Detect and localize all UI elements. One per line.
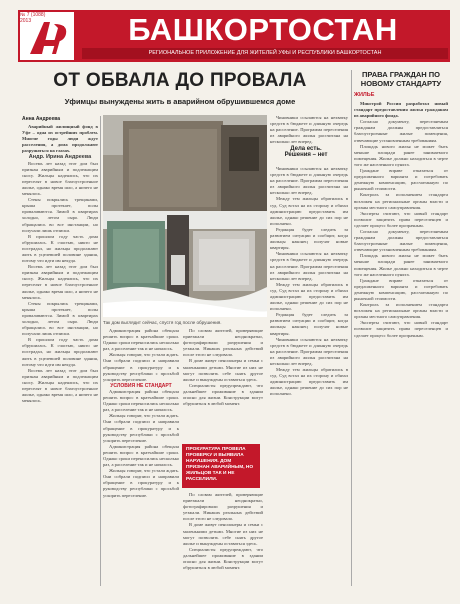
column-divider [100, 116, 101, 586]
paragraph: Площадь нового жилья не может быть меньше площади ранее занимаемого помещения. Жилье должно находиться в черте того же населенного пункта. [354, 143, 448, 167]
article-lead: Аварийный жилищный фонд в Уфе – одна из острейших проблем. Многие годы люди ждут расселения, а дома продолжают разрушаться на глазах. [22, 124, 98, 154]
column-divider [351, 70, 352, 586]
article-column-2 [103, 328, 179, 586]
article-photo [103, 115, 267, 317]
paragraph: Администрация района обещала решить вопрос в кратчайшие сроки. Однако сроки переносились несколько раз, а расселение так и не началось. [103, 388, 179, 413]
paragraph: Контроль за исполнением стандарта возложен на региональные органы власти и органы местного самоуправления. [354, 192, 448, 210]
paragraph: Между тем жильцы обратились в суд. Суд встал на их сторону и обязал администрацию предоставить им жилье, однако решение до сих пор не исполнено. [270, 281, 348, 312]
article-column-3b [183, 492, 263, 586]
issue-year: 2013 [20, 18, 32, 24]
paragraph: В доме живут пенсионеры и семьи с маленькими детьми. Многие из них не могут позволить себе снять другое жилье и вынуждены оставаться здесь. [183, 358, 263, 382]
article-column-3 [183, 328, 263, 440]
paragraph: Восемь лет назад этот дом был признан аварийным и подлежащим сносу. Жильцы надеялись, что их переселят в новое благоустроенное жилье, однако время шло, а ничего не менялось. [22, 160, 98, 197]
paragraph: Между тем жильцы обратились в суд. Суд встал на их сторону и обязал администрацию предоставить им жилье, однако решение до сих пор не исполнено. [270, 367, 348, 397]
paragraph: Между тем жильцы обратились в суд. Суд встал на их сторону и обязал администрацию предоставить им жилье, однако решение до сих пор не исполнено. [270, 196, 348, 226]
paragraph: Жильцы говорят, что устали ждать. Они собрали подписи и направили обращение в прокуратуру и к руководству республики с просьбой ускорить переселение. [103, 468, 179, 498]
article-subhead: Уфимцы вынуждены жить в аварийном обрушившемся доме [64, 97, 296, 106]
photo-caption: Так дом выглядит сейчас, спустя год после обрушения. [103, 320, 222, 325]
issue-number: № 7 (1088) [20, 12, 46, 18]
paragraph: Эксперты считают, что новый стандарт позволит защитить права переселенцев и сделает процесс более прозрачным. [354, 320, 448, 338]
paragraph: Чиновники ссылаются на нехватку средств в бюджете и длинную очередь на расселение. Программа переселения из аварийного жилья рассчитана на несколько лет вперед. [270, 166, 348, 196]
issue-info [20, 12, 50, 24]
masthead-title: БАШКОРТОСТАН [128, 12, 398, 47]
article-column-4-top [270, 115, 348, 145]
paragraph: Согласно документу, переселяемым гражданам должны предоставляться благоустроенные жилые помещения, отвечающие установленным требованиям. [354, 228, 448, 253]
sidebar-body [354, 101, 448, 571]
paragraph: Жильцы говорят, что устали ждать. Они собрали подписи и направили обращение в прокуратуру и к руководству республики с просьбой ускорить переселение. [103, 352, 179, 382]
article-headline: ОТ ОБВАЛА ДО ПРОВАЛА [53, 70, 307, 91]
pull-quote: ПРОКУРАТУРА ПРОВЕЛА ПРОВЕРКУ И ВЫЯВИЛА НАРУШЕНИЯ. ДОМ ПРИЗНАН АВАРИЙНЫМ, НО ЖИЛЬЦОВ ТАК И НЕ РАССЕЛИЛИ. [182, 444, 260, 488]
paragraph: Жильцы говорят, что устали ждать. Они собрали подписи и направили обращение в прокуратуру и к руководству республики с просьбой ускорить переселение. [103, 413, 179, 443]
masthead [18, 10, 450, 62]
paragraph: Граждане вправе отказаться от предложенного варианта и потребовать денежную компенсацию, рассчитанную по рыночной стоимости. [354, 168, 448, 192]
paragraph: Восемь лет назад этот дом был признан аварийным и подлежащим сносу. Жильцы надеялись, что их переселят в новое благоустроенное жилье, однако время шло, а ничего не менялось. [22, 264, 98, 300]
sidebar-lead: Минстрой России разработал новый стандарт предоставления жилья гражданам из аварийного фонда. [354, 101, 448, 119]
paragraph: Граждане вправе отказаться от предложенного варианта и потребовать денежную компенсацию, рассчитанную по рыночной стоимости. [354, 277, 448, 301]
article-column-1 [22, 124, 98, 586]
mid-quote-subtitle: Решения – нет [284, 152, 328, 158]
collapsed-house-image [103, 115, 267, 317]
paragraph: В прошлом году часть дома обрушилась. К счастью, никто не пострадал, но жильцы продолжают жить в уцелевшей половине здания, потому что идти им некуда. [22, 337, 98, 367]
mid-quote-title: Дела есть. [290, 146, 322, 152]
paragraph: Чиновники ссылаются на нехватку средств в бюджете и длинную очередь на расселение. Программа переселения из аварийного жилья рассчитана на несколько лет вперед. [270, 251, 348, 281]
sidebar-tag: ЖИЛЬЕ [354, 92, 375, 98]
paragraph: В прошлом году часть дома обрушилась. К счастью, никто не пострадал, но жильцы продолжают жить в уцелевшей половине здания, потому что идти им некуда. [22, 233, 98, 264]
article-byline: Анна Андреева [22, 116, 61, 122]
section-head: УСЛОВИЯ НЕ СТАНДАРТ [110, 382, 172, 389]
paragraph: Редакция будет следить за развитием ситуации и сообщит, когда жильцы наконец получат новые квартиры. [270, 312, 348, 336]
paragraph: Чиновники ссылаются на нехватку средств в бюджете и длинную очередь на расселение. Программа переселения из аварийного жилья рассчитана на несколько лет вперед. [270, 115, 348, 145]
sidebar-title: ПРАВА ГРАЖДАН ПО НОВОМУ СТАНДАРТУ [360, 70, 442, 88]
paragraph: Площадь нового жилья не может быть меньше площади ранее занимаемого помещения. Жилье должно находиться в черте того же населенного пункта. [354, 253, 448, 277]
author-quote: Андр. Ирина Андреева [28, 154, 92, 161]
paragraph: Восемь лет назад этот дом был признан аварийным и подлежащим сносу. Жильцы надеялись, что их переселят в новое благоустроенное жилье, однако время шло, а ничего не менялось. [22, 367, 98, 404]
paragraph: Стены покрылись трещинами, крыша протекает, полы проваливаются. Зимой в квартирах холодно, летом сыро. Люди обращались во все инстанции, но получали лишь отписки. [22, 197, 98, 233]
paragraph: В доме живут пенсионеры и семьи с маленькими детьми. Многие из них не могут позволить себе снять другое жилье и вынуждены оставаться здесь. [183, 522, 263, 546]
paragraph: По словам жителей, проверяющие приезжали неоднократно, фотографировали разрушения и уезжали. Никаких реальных действий после этого не следовало. [183, 492, 263, 522]
paragraph: Чиновники ссылаются на нехватку средств в бюджете и длинную очередь на расселение. Программа переселения из аварийного жилья рассчитана на несколько лет вперед. [270, 336, 348, 366]
paragraph: Администрация района обещала решить вопрос в кратчайшие сроки. Однако сроки переносились несколько раз, а расселение так и не началось. [103, 328, 179, 352]
paragraph: Редакция будет следить за развитием ситуации и сообщит, когда жильцы наконец получат новые квартиры. [270, 226, 348, 251]
paragraph: По словам жителей, проверяющие приезжали неоднократно, фотографировали разрушения и уезжали. Никаких реальных действий после этого не следовало. [183, 328, 263, 358]
paragraph: Специалисты предупреждают, что дальнейшее проживание в здании опасно для жизни. Конструкции могут обрушиться в любой момент. [183, 382, 263, 407]
sidebar [354, 70, 448, 571]
article-column-4 [270, 166, 348, 586]
paragraph: Эксперты считают, что новый стандарт позволит защитить права переселенцев и сделает процесс более прозрачным. [354, 210, 448, 228]
paragraph: Согласно документу, переселяемым гражданам должны предоставляться благоустроенные жилые помещения, отвечающие установленным требованиям. [354, 119, 448, 143]
paragraph: Контроль за исполнением стандарта возложен на региональные органы власти и органы местного самоуправления. [354, 302, 448, 320]
masthead-subtitle: РЕГИОНАЛЬНОЕ ПРИЛОЖЕНИЕ ДЛЯ ЖИТЕЛЕЙ УФЫ И РЕСПУБЛИКИ БАШКОРТОСТАН [82, 48, 448, 59]
paragraph: Администрация района обещала решить вопрос в кратчайшие сроки. Однако сроки переносились несколько раз, а расселение так и не началось. [103, 443, 179, 468]
paragraph: Стены покрылись трещинами, крыша протекает, полы проваливаются. Зимой в квартирах холодно, летом сыро. Люди обращались во все инстанции, но получали лишь отписки. [22, 300, 98, 337]
mid-quote [264, 146, 348, 158]
paragraph: Специалисты предупреждают, что дальнейшее проживание в здании опасно для жизни. Конструкции могут обрушиться в любой момент. [183, 546, 263, 571]
